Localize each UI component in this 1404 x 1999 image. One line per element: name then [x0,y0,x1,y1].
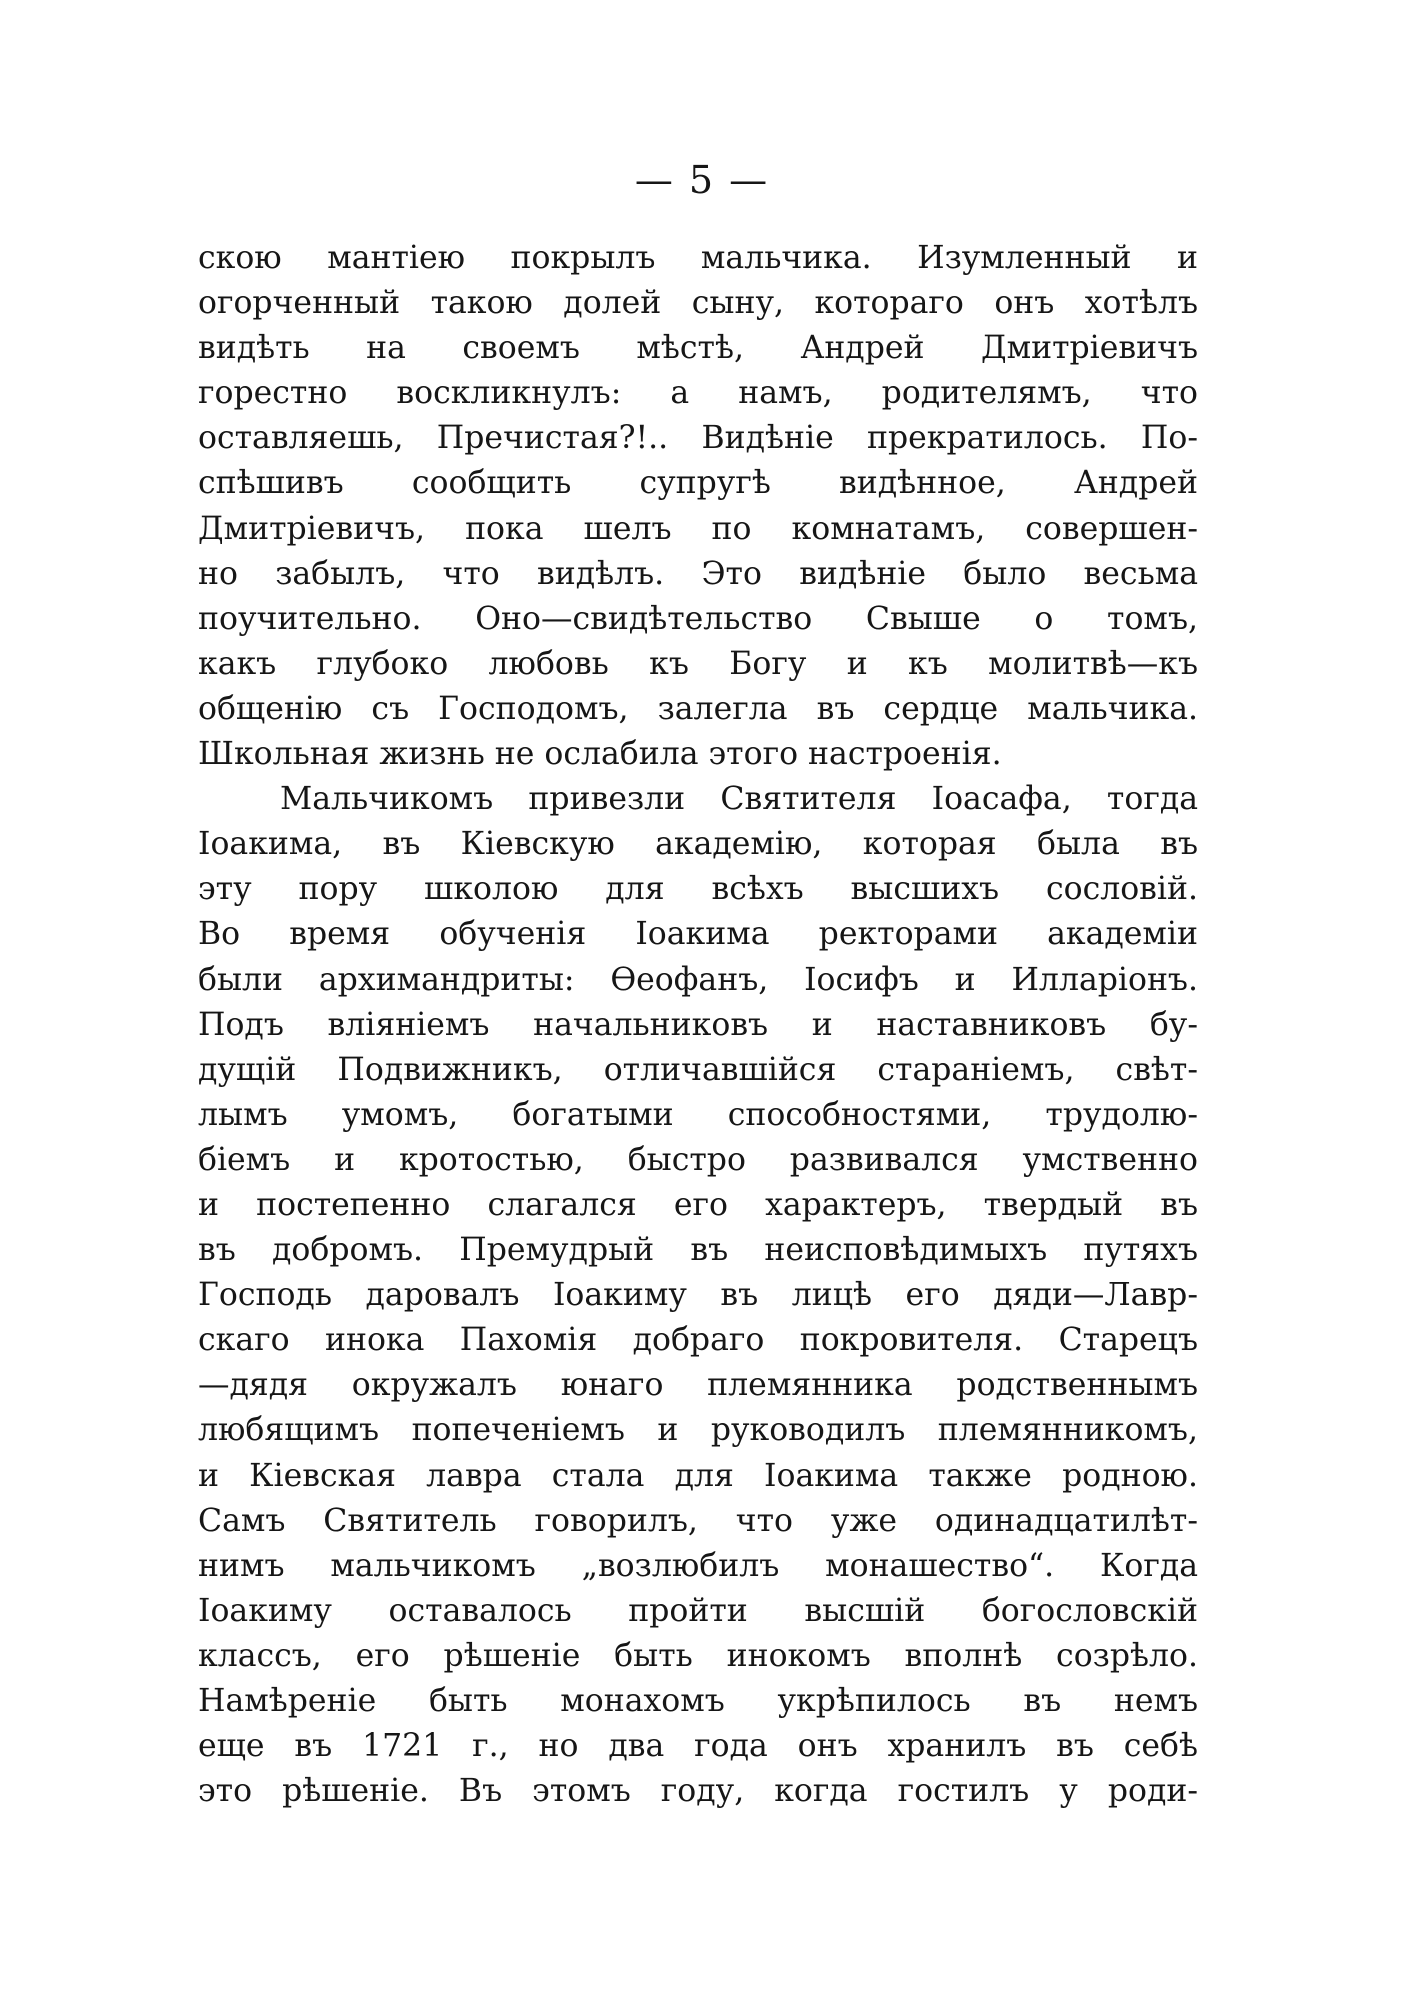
text-line: Самъ Святитель говорилъ, что уже одинадцатилѣт- [198,1502,1198,1539]
page-number: — 5 — [634,158,770,202]
text-line: оставляешь, Пречистая?!.. Видѣніе прекратилось. По- [198,420,1198,457]
text-line: лымъ умомъ, богатыми способностями, трудолю- [198,1096,1198,1133]
text-line: Господь даровалъ Іоакиму въ лицѣ его дяди—Лавр- [198,1277,1198,1314]
text-line: дущій Подвижникъ, отличавшійся стараніемъ, свѣт- [198,1051,1198,1088]
text-line: нимъ мальчикомъ „возлюбилъ монашество“. Когда [198,1547,1198,1584]
text-line: горестно воскликнулъ: а намъ, родителямъ, что [198,375,1198,412]
text-block [198,236,1198,1814]
text-line: но забылъ, что видѣлъ. Это видѣніе было весьма [198,555,1198,592]
text-line: еще въ 1721 г., но два года онъ хранилъ въ себѣ [198,1728,1198,1765]
text-line: скаго инока Пахомія добраго покровителя. Старецъ [198,1322,1198,1359]
text-line: —дядя окружалъ юнаго племянника родственнымъ [198,1367,1198,1404]
text-line: скою мантіею покрылъ мальчика. Изумленный и [198,240,1198,276]
text-line: Подъ вліяніемъ начальниковъ и наставниковъ бу- [198,1006,1198,1043]
text-line: Во время обученія Іоакима ректорами академіи [198,916,1198,953]
text-line: Намѣреніе быть монахомъ укрѣпилось въ немъ [198,1683,1198,1719]
text-line: и постепенно слагался его характеръ, твердый въ [198,1186,1198,1223]
text-line: Школьная жизнь не ослабила этого настроенія. [198,736,1002,773]
text-line: видѣть на своемъ мѣстѣ, Андрей Дмитріевичъ [198,330,1198,367]
text-line: Іоакиму оставалось пройти высшій богословскій [198,1592,1198,1629]
text-line: Іоакима, въ Кіевскую академію, которая была въ [198,826,1198,863]
text-line: любящимъ попеченіемъ и руководилъ племянникомъ, [198,1412,1198,1449]
text-line: въ добромъ. Премудрый въ неисповѣдимыхъ путяхъ [198,1232,1198,1269]
text-line: это рѣшеніе. Въ этомъ году, когда гостилъ у роди- [198,1773,1198,1810]
text-line: какъ глубоко любовь къ Богу и къ молитвѣ—къ [198,645,1198,682]
text-line: біемъ и кротостью, быстро развивался умственно [198,1141,1198,1178]
text-line: были архимандриты: Ѳеофанъ, Іосифъ и Илларіонъ. [198,961,1198,998]
text-line: огорченный такою долей сыну, котораго онъ хотѣлъ [198,285,1198,322]
text-line: общенію съ Господомъ, залегла въ сердце мальчика. [198,690,1198,727]
text-line: Дмитріевичъ, пока шелъ по комнатамъ, совершен- [198,510,1198,547]
text-line: классъ, его рѣшеніе быть инокомъ вполнѣ созрѣло. [198,1637,1198,1674]
text-line: и Кіевская лавра стала для Іоакима также родною. [198,1457,1198,1494]
paragraph-2 [198,777,1198,1814]
text-line: поучительно. Оно—свидѣтельство Свыше о томъ, [198,600,1198,637]
text-line: спѣшивъ сообщить супругѣ видѣнное, Андрей [198,465,1198,502]
paragraph-1 [198,236,1198,777]
text-line: эту пору школою для всѣхъ высшихъ сословій. [198,871,1198,908]
text-line: Мальчикомъ привезли Святителя Іоасафа, тогда [280,781,1198,818]
